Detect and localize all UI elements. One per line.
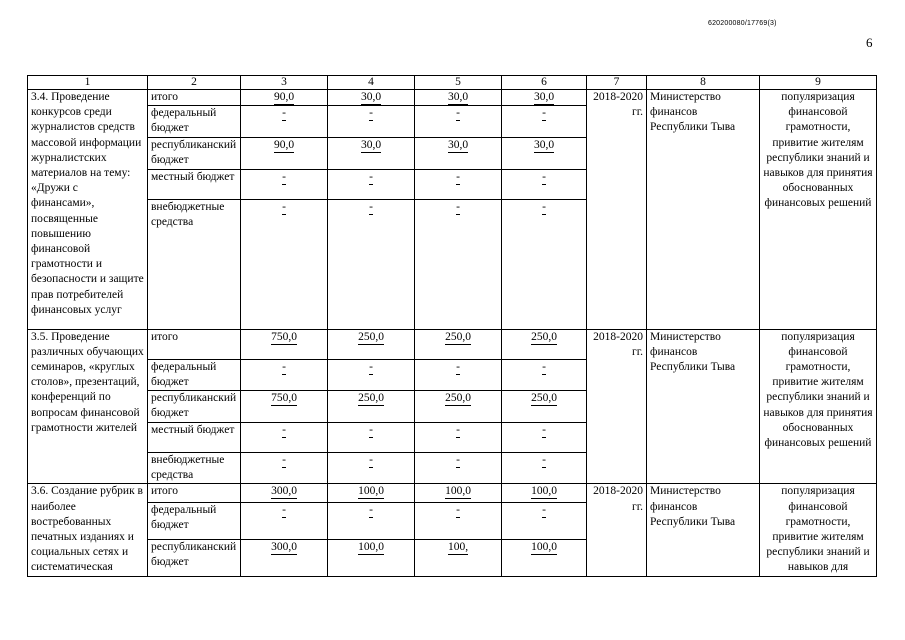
funding-value: 750,0 [271,330,297,343]
funding-value: 30,0 [533,139,555,152]
funding-value-cell [328,423,415,453]
funding-value-cell [241,169,328,199]
funding-value: - [542,424,546,437]
funding-value-cell [328,503,415,539]
funding-value: - [456,170,460,183]
funding-value-cell [241,359,328,390]
funding-value-cell [328,106,415,138]
funding-value: - [456,504,460,517]
funding-value-cell [328,90,415,106]
funding-source: итого [148,484,241,503]
header-cell: 6 [502,76,587,90]
funding-value: 100,0 [531,540,557,553]
funding-value: 30,0 [447,91,469,103]
funding-source: внебюджетные средства [148,199,241,329]
activity-name: 3.5. Проведение различных обучающих семинаров, «круглых столов», презентаций, конференций по вопросам финансовой грамотности жителей [28,329,148,484]
header-cell: 4 [328,76,415,90]
table-row [28,329,877,359]
funding-source: федеральный бюджет [148,106,241,138]
funding-value: - [542,107,546,120]
funding-value-cell [502,391,587,423]
funding-value: - [369,200,373,213]
funding-source: местный бюджет [148,423,241,453]
funding-value-cell [502,453,587,484]
funding-value-cell [502,90,587,106]
funding-source: республиканский бюджет [148,539,241,576]
funding-value-cell [415,503,502,539]
funding-value: 30,0 [360,91,382,103]
funding-value-cell [415,169,502,199]
funding-value-cell [415,391,502,423]
funding-value: - [542,200,546,213]
funding-value: 300,0 [271,485,297,498]
funding-value-cell [502,199,587,329]
funding-value: - [369,170,373,183]
page-number: 6 [866,35,873,50]
funding-value-cell [241,423,328,453]
funding-value-cell [241,138,328,169]
implementation-period: 2018-2020 гг. [587,329,647,484]
header-cell: 5 [415,76,502,90]
funding-value-cell [415,329,502,359]
funding-value-cell [415,199,502,329]
funding-source: республиканский бюджет [148,391,241,423]
funding-value-cell [241,90,328,106]
expected-result: популяризация финансовой грамотности, привитие жителям республики знаний и навыков для принятия обоснованных финансовых решений [760,329,877,484]
funding-value: 250,0 [445,392,471,405]
funding-value-cell [415,423,502,453]
funding-value-cell [415,453,502,484]
funding-value-cell [415,106,502,138]
header-cell: 3 [241,76,328,90]
table-row [28,90,877,106]
funding-value: 90,0 [273,91,295,103]
funding-value: 250,0 [358,330,384,343]
funding-value-cell [502,423,587,453]
activity-name: 3.4. Проведение конкурсов среди журналистов средств массовой информации журналистских материалов на тему: «Дружи с финансами», посвященные повышению финансовой грамотности и безопасности и защите прав потребителей финансовых услуг [28,90,148,330]
funding-value: 30,0 [447,139,469,152]
executor: Министерство финансов Республики Тыва [647,484,760,576]
funding-value-cell [415,484,502,503]
header-cell: 9 [760,76,877,90]
funding-value-cell [415,359,502,390]
funding-value-cell [328,391,415,423]
funding-value-cell [502,359,587,390]
funding-value-cell [328,359,415,390]
funding-value: 250,0 [445,330,471,343]
funding-value: 100,0 [445,485,471,498]
funding-value-cell [502,106,587,138]
header-cell: 1 [28,76,148,90]
funding-value: - [282,107,286,120]
funding-value: - [282,360,286,373]
funding-value-cell [328,169,415,199]
activity-name: 3.6. Создание рубрик в наиболее востребованных печатных изданиях и социальных сетях и систематическая [28,484,148,576]
funding-value: - [282,504,286,517]
funding-value-cell [415,138,502,169]
table-row [28,484,877,503]
funding-value-cell [241,199,328,329]
funding-value-cell [328,539,415,576]
funding-value: - [456,200,460,213]
funding-value: 90,0 [273,139,295,152]
funding-value-cell [415,539,502,576]
funding-value: - [456,360,460,373]
executor: Министерство финансов Республики Тыва [647,329,760,484]
funding-value: 100,0 [358,540,384,553]
funding-source: итого [148,90,241,106]
funding-value: - [456,424,460,437]
funding-source: федеральный бюджет [148,503,241,539]
funding-value-cell [502,169,587,199]
funding-value: - [369,360,373,373]
funding-value: - [456,107,460,120]
funding-value: 250,0 [358,392,384,405]
funding-value: - [542,504,546,517]
header-cell: 8 [647,76,760,90]
header-row [28,76,877,90]
funding-value: - [282,424,286,437]
funding-value-cell [328,329,415,359]
funding-value-cell [502,329,587,359]
funding-value-cell [241,539,328,576]
funding-value-cell [415,90,502,106]
funding-value: - [369,504,373,517]
funding-value: - [542,454,546,467]
funding-value: - [282,170,286,183]
funding-value-cell [241,106,328,138]
funding-value-cell [241,391,328,423]
funding-value: 30,0 [360,139,382,152]
funding-source: итого [148,329,241,359]
funding-value-cell [328,453,415,484]
funding-source: федеральный бюджет [148,359,241,390]
funding-source: местный бюджет [148,169,241,199]
funding-value-cell [241,453,328,484]
funding-value-cell [502,484,587,503]
header-cell: 7 [587,76,647,90]
funding-value-cell [502,539,587,576]
expected-result: популяризация финансовой грамотности, привитие жителям республики знаний и навыков для принятия обоснованных финансовых решений [760,90,877,330]
implementation-period: 2018-2020 гг. [587,90,647,330]
funding-value: - [282,454,286,467]
funding-source: внебюджетные средства [148,453,241,484]
funding-value: 250,0 [531,330,557,343]
funding-value: 250,0 [531,392,557,405]
funding-value-cell [502,503,587,539]
funding-source: республиканский бюджет [148,138,241,169]
funding-value: - [369,454,373,467]
funding-value: 100,0 [358,485,384,498]
funding-value: - [282,200,286,213]
funding-value: 750,0 [271,392,297,405]
expected-result: популяризация финансовой грамотности, привитие жителям республики знаний и навыков для [760,484,877,576]
funding-value: - [542,360,546,373]
funding-value-cell [328,138,415,169]
funding-value-cell [328,199,415,329]
funding-value-cell [328,484,415,503]
funding-value-cell [241,503,328,539]
document-id: 620200080/17769(3) [708,20,777,27]
funding-value-cell [241,329,328,359]
implementation-period: 2018-2020 гг. [587,484,647,576]
funding-value: - [369,424,373,437]
funding-value: - [456,454,460,467]
executor: Министерство финансов Республики Тыва [647,90,760,330]
funding-value-cell [241,484,328,503]
funding-value: 100, [447,540,469,553]
funding-value: 30,0 [533,91,555,103]
program-table [27,75,877,577]
funding-value: 100,0 [531,485,557,498]
funding-value-cell [502,138,587,169]
funding-value: - [369,107,373,120]
funding-value: 300,0 [271,540,297,553]
header-cell: 2 [148,76,241,90]
funding-value: - [542,170,546,183]
